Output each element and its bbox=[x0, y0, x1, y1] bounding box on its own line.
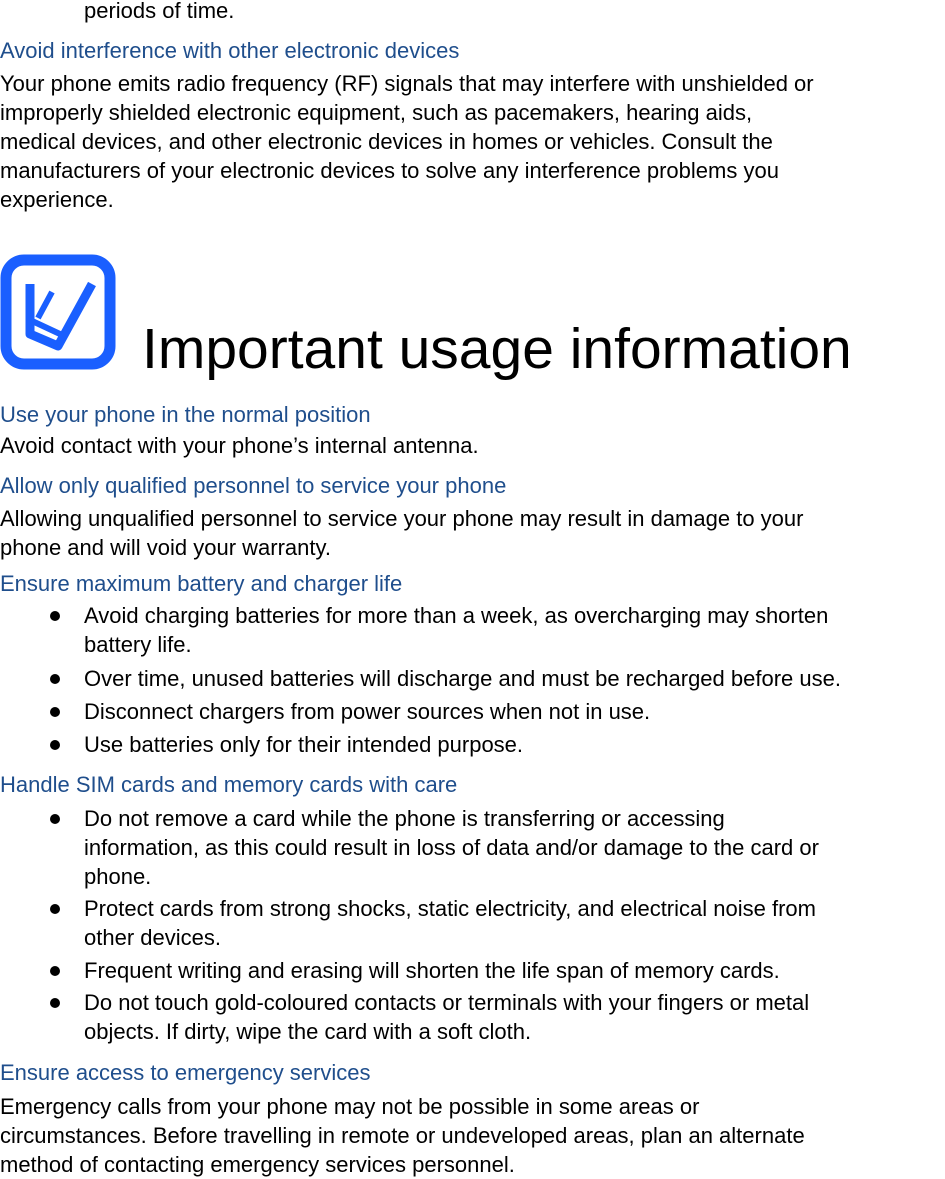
list-item-line: Protect cards from strong shocks, static electricity, and electrical noise from bbox=[84, 896, 816, 921]
normal-position-heading: Use your phone in the normal position bbox=[0, 402, 371, 427]
bullet-icon bbox=[50, 814, 60, 824]
list-item-line: Avoid charging batteries for more than a week, as overcharging may shorten bbox=[84, 603, 829, 628]
list-item-line: Disconnect chargers from power sources when not in use. bbox=[84, 699, 651, 724]
list-item-line: information, as this could result in loss of data and/or damage to the card or bbox=[84, 835, 819, 860]
battery-heading: Ensure maximum battery and charger life bbox=[0, 571, 403, 596]
list-item-line: other devices. bbox=[84, 925, 221, 950]
list-item-line: phone. bbox=[84, 864, 152, 889]
list-item-line: battery life. bbox=[84, 632, 192, 657]
interference-line-1: Your phone emits radio frequency (RF) signals that may interfere with unshielded or bbox=[0, 71, 814, 96]
list-item-line: objects. If dirty, wipe the card with a soft cloth. bbox=[84, 1019, 532, 1044]
qualified-line-2: phone and will void your warranty. bbox=[0, 535, 331, 560]
emergency-heading: Ensure access to emergency services bbox=[0, 1060, 371, 1085]
cards-heading: Handle SIM cards and memory cards with care bbox=[0, 772, 458, 797]
list-item-line: Do not touch gold-coloured contacts or terminals with your fingers or metal bbox=[84, 990, 810, 1015]
bullet-icon bbox=[50, 966, 60, 976]
bullet-icon bbox=[50, 740, 60, 750]
list-item-line: Frequent writing and erasing will shorten the life span of memory cards. bbox=[84, 958, 780, 983]
qualified-line-1: Allowing unqualified personnel to service your phone may result in damage to your bbox=[0, 506, 804, 531]
section-title: Important usage information bbox=[142, 317, 852, 381]
interference-heading: Avoid interference with other electronic devices bbox=[0, 38, 460, 63]
normal-position-text: Avoid contact with your phone’s internal antenna. bbox=[0, 433, 479, 458]
list-item-line: Use batteries only for their intended purpose. bbox=[84, 732, 524, 757]
continued-text: periods of time. bbox=[84, 0, 235, 23]
interference-line-3: medical devices, and other electronic devices in homes or vehicles. Consult the bbox=[0, 129, 773, 154]
interference-line-4: manufacturers of your electronic devices to solve any interference problems you bbox=[0, 158, 779, 183]
interference-line-5: experience. bbox=[0, 187, 114, 212]
emergency-line-3: method of contacting emergency services personnel. bbox=[0, 1152, 515, 1177]
bullet-icon bbox=[50, 674, 60, 684]
emergency-line-1: Emergency calls from your phone may not be possible in some areas or bbox=[0, 1094, 700, 1119]
bullet-icon bbox=[50, 611, 60, 621]
emergency-line-2: circumstances. Before travelling in remote or undeveloped areas, plan an alternate bbox=[0, 1123, 805, 1148]
bullet-icon bbox=[50, 998, 60, 1008]
list-item-line: Over time, unused batteries will discharge and must be recharged before use. bbox=[84, 666, 841, 691]
interference-line-2: improperly shielded electronic equipment, such as pacemakers, hearing aids, bbox=[0, 100, 753, 125]
list-item-line: Do not remove a card while the phone is transferring or accessing bbox=[84, 806, 725, 831]
qualified-heading: Allow only qualified personnel to service your phone bbox=[0, 473, 507, 498]
bullet-icon bbox=[50, 904, 60, 914]
pen-note-icon bbox=[0, 254, 116, 370]
bullet-icon bbox=[50, 707, 60, 717]
